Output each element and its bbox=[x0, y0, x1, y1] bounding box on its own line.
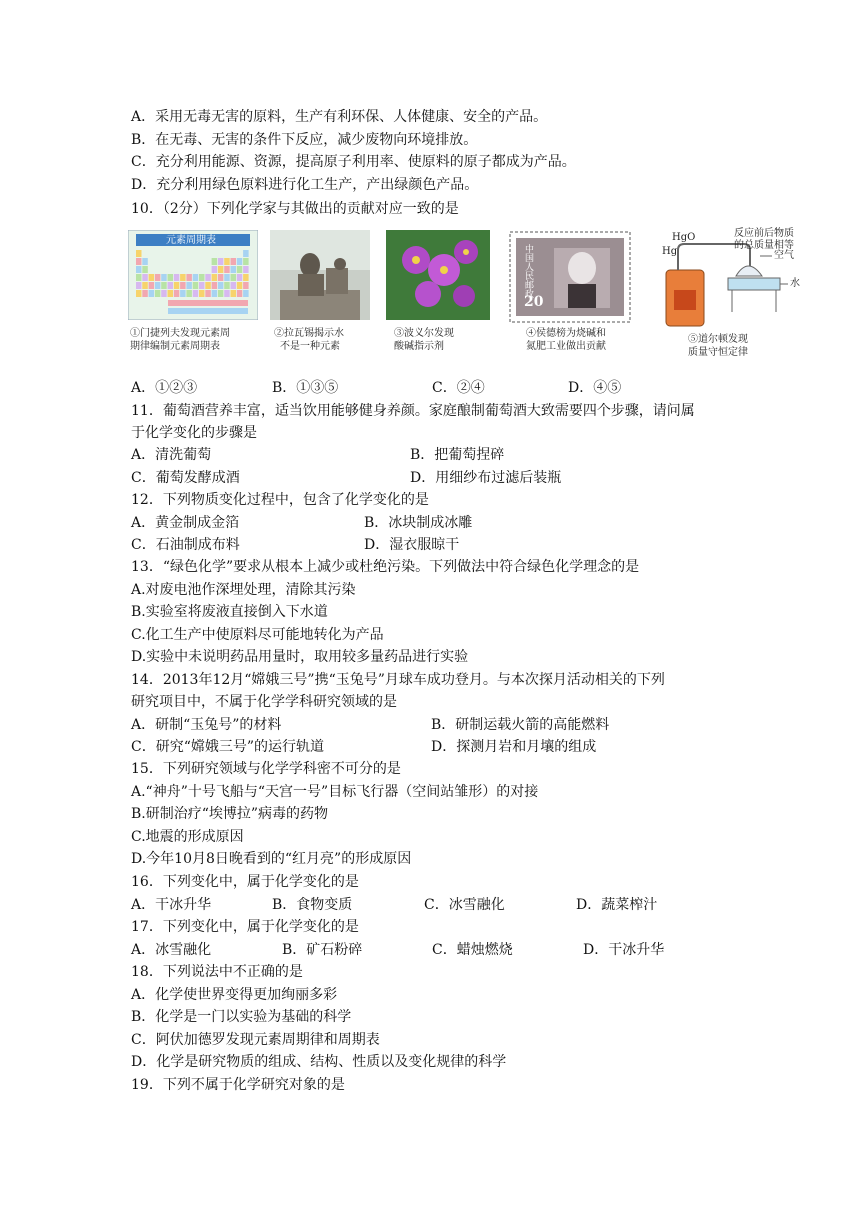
lavoisier-statue-icon bbox=[270, 230, 370, 320]
periodic-table-cell bbox=[243, 258, 249, 265]
periodic-table-cell bbox=[237, 258, 243, 265]
periodic-table-cell bbox=[231, 290, 237, 297]
periodic-table-cell bbox=[155, 274, 161, 281]
periodic-table-cell bbox=[243, 282, 249, 289]
q10-figure-strip bbox=[128, 228, 800, 360]
q10-caption-2-line1: ②拉瓦锡揭示水 bbox=[274, 328, 344, 339]
periodic-table-cell bbox=[212, 258, 218, 265]
q18-option-a: A．化学使世界变得更加绚丽多彩 bbox=[131, 987, 338, 1003]
periodic-table-cell bbox=[155, 290, 161, 297]
q18-option-b: B．化学是一门以实验为基础的科学 bbox=[131, 1009, 352, 1025]
q16-stem: 16．下列变化中，属于化学变化的是 bbox=[131, 874, 359, 890]
label-hg: Hg bbox=[662, 246, 678, 257]
periodic-table-cell bbox=[205, 282, 211, 289]
periodic-table-cell bbox=[180, 290, 186, 297]
q17-option-c: C．蜡烛燃烧 bbox=[432, 942, 513, 958]
q14-stem-line1: 14．2013年12月“嫦娥三号”携“玉兔号”月球车成功登月。与本次探月活动相关的下列 bbox=[131, 672, 665, 688]
periodic-table-cell bbox=[174, 290, 180, 297]
periodic-table-cell bbox=[205, 290, 211, 297]
q12-option-d: D．湿衣服晾干 bbox=[364, 537, 460, 553]
periodic-table-cell bbox=[224, 258, 230, 265]
periodic-table-cell bbox=[237, 274, 243, 281]
periodic-table-cell bbox=[212, 282, 218, 289]
periodic-table-cell bbox=[199, 282, 205, 289]
periodic-table-cell bbox=[243, 250, 249, 257]
purple-flowers-icon bbox=[386, 230, 490, 320]
q14-option-d: D．探测月岩和月壤的组成 bbox=[431, 739, 597, 755]
q9-option-c: C．充分利用能源、资源，提高原子利用率、使原料的原子都成为产品。 bbox=[131, 154, 576, 170]
periodic-table-cell bbox=[136, 274, 142, 281]
label-air: 空气 bbox=[774, 250, 794, 261]
periodic-table-cell bbox=[218, 290, 224, 297]
periodic-table-cell bbox=[142, 290, 148, 297]
periodic-table-cell bbox=[231, 258, 237, 265]
periodic-table-cell bbox=[168, 282, 174, 289]
q10-caption-1-line2: 期律编制元素周期表 bbox=[130, 341, 220, 352]
periodic-table-cell bbox=[174, 282, 180, 289]
q15-option-d: D.今年10月8日晚看到的“红月亮”的形成原因 bbox=[131, 851, 412, 867]
periodic-table-cell bbox=[186, 282, 192, 289]
q10-stem: 10．（2分）下列化学家与其做出的贡献对应一致的是 bbox=[131, 201, 459, 217]
periodic-table-cell bbox=[136, 250, 142, 257]
periodic-table-cell bbox=[243, 290, 249, 297]
periodic-table-cell bbox=[193, 290, 199, 297]
periodic-table-cell bbox=[168, 274, 174, 281]
q11-option-d: D．用细纱布过滤后装瓶 bbox=[410, 470, 562, 486]
label-water: 水 bbox=[790, 278, 800, 289]
periodic-table-cell bbox=[193, 274, 199, 281]
q14-stem-line2: 研究项目中，不属于化学学科研究领域的是 bbox=[131, 694, 397, 710]
q10-figure-1 bbox=[128, 230, 258, 352]
periodic-table-cell bbox=[243, 274, 249, 281]
q13-option-c: C.化工生产中使原料尽可能地转化为产品 bbox=[131, 627, 384, 643]
periodic-table-cell bbox=[205, 274, 211, 281]
q10-caption-4-line2: 氮肥工业做出贡献 bbox=[526, 341, 606, 352]
q17-option-b: B．矿石粉碎 bbox=[282, 942, 363, 958]
periodic-table-cell bbox=[218, 258, 224, 265]
q14-option-b: B．研制运载火箭的高能燃料 bbox=[431, 717, 610, 733]
q11-stem-line2: 于化学变化的步骤是 bbox=[131, 425, 257, 441]
periodic-table-cell bbox=[231, 274, 237, 281]
periodic-table-cell bbox=[136, 258, 142, 265]
periodic-table-cell bbox=[142, 266, 148, 273]
periodic-table-cell bbox=[212, 274, 218, 281]
q10-figure-4 bbox=[508, 230, 632, 352]
periodic-table-cell bbox=[142, 282, 148, 289]
q10-caption-3-line2: 酸碱指示剂 bbox=[394, 341, 444, 352]
q15-option-c: C.地震的形成原因 bbox=[131, 829, 244, 845]
periodic-table-cell bbox=[193, 282, 199, 289]
periodic-table-cell bbox=[155, 282, 161, 289]
periodic-table-cell bbox=[237, 290, 243, 297]
q19-stem: 19．下列不属于化学研究对象的是 bbox=[131, 1077, 345, 1093]
periodic-table-cell bbox=[142, 274, 148, 281]
periodic-table-cell bbox=[186, 290, 192, 297]
periodic-table-title: 元素周期表 bbox=[166, 235, 216, 246]
periodic-table-cell bbox=[199, 274, 205, 281]
q10-figure-2 bbox=[270, 230, 370, 352]
periodic-table-cell bbox=[161, 274, 167, 281]
q10-caption-5-line2: 质量守恒定律 bbox=[688, 347, 748, 358]
q16-option-d: D．蔬菜榨汁 bbox=[576, 897, 658, 913]
q11-option-a: A．清洗葡萄 bbox=[131, 447, 212, 463]
periodic-table-cell bbox=[224, 274, 230, 281]
q14-option-a: A．研制“玉兔号”的材料 bbox=[131, 717, 282, 733]
periodic-table-cell bbox=[186, 274, 192, 281]
periodic-table-cell bbox=[243, 266, 249, 273]
periodic-table-cell bbox=[149, 282, 155, 289]
periodic-table-cell bbox=[218, 266, 224, 273]
q10-figure-3 bbox=[386, 230, 490, 352]
periodic-table-cell bbox=[180, 274, 186, 281]
periodic-table-cell bbox=[199, 290, 205, 297]
q10-option-c: C．②④ bbox=[432, 380, 485, 396]
label-hgo: HgO bbox=[672, 232, 696, 243]
q12-option-a: A．黄金制成金箔 bbox=[131, 515, 240, 531]
q17-option-d: D．干冰升华 bbox=[583, 942, 665, 958]
periodic-table-cell bbox=[136, 290, 142, 297]
periodic-table-cell bbox=[224, 282, 230, 289]
q16-option-b: B．食物变质 bbox=[272, 897, 353, 913]
q10-caption-5-line1: ⑤道尔顿发现 bbox=[688, 334, 748, 345]
periodic-table-cell bbox=[224, 266, 230, 273]
q9-option-d: D．充分利用绿色原料进行化工生产，产出绿颜色产品。 bbox=[131, 177, 479, 193]
q10-option-a: A．①②③ bbox=[131, 380, 198, 396]
q16-option-a: A．干冰升华 bbox=[131, 897, 212, 913]
periodic-table-cell bbox=[174, 274, 180, 281]
q12-option-b: B．冰块制成冰雕 bbox=[364, 515, 473, 531]
stamp-value: 20 bbox=[524, 294, 544, 310]
periodic-table-cell bbox=[212, 266, 218, 273]
periodic-table-cell bbox=[136, 282, 142, 289]
periodic-table-cell bbox=[224, 290, 230, 297]
periodic-table-cell bbox=[231, 282, 237, 289]
periodic-table-cell bbox=[161, 282, 167, 289]
q9-option-b: B．在无毒、无害的条件下反应，减少废物向环境排放。 bbox=[131, 132, 478, 148]
periodic-table-cell bbox=[218, 274, 224, 281]
periodic-table-cell bbox=[136, 266, 142, 273]
q11-option-b: B．把葡萄捏碎 bbox=[410, 447, 505, 463]
q10-caption-4-line1: ④侯德榜为烧碱和 bbox=[526, 328, 606, 339]
periodic-table-cell bbox=[237, 266, 243, 273]
q13-option-a: A.对废电池作深埋处理，清除其污染 bbox=[131, 582, 356, 598]
q17-option-a: A．冰雪融化 bbox=[131, 942, 212, 958]
q18-stem: 18．下列说法中不正确的是 bbox=[131, 964, 303, 980]
q13-stem: 13．“绿色化学”要求从根本上减少或杜绝污染。下列做法中符合绿色化学理念的是 bbox=[131, 559, 640, 575]
q14-option-c: C．研究“嫦娥三号”的运行轨道 bbox=[131, 739, 325, 755]
q15-option-a: A.“神舟”十号飞船与“天宫一号”目标飞行器（空间站雏形）的对接 bbox=[131, 784, 539, 800]
q10-option-d: D．④⑤ bbox=[568, 380, 622, 396]
periodic-table-cell bbox=[149, 290, 155, 297]
q12-option-c: C．石油制成布料 bbox=[131, 537, 240, 553]
q18-option-d: D．化学是研究物质的组成、结构、性质以及变化规律的科学 bbox=[131, 1054, 507, 1070]
q10-option-b: B．①③⑤ bbox=[272, 380, 339, 396]
q13-option-b: B.实验室将废液直接倒入下水道 bbox=[131, 604, 328, 620]
q18-option-c: C．阿伏加德罗发现元素周期律和周期表 bbox=[131, 1032, 380, 1048]
q17-stem: 17．下列变化中，属于化学变化的是 bbox=[131, 919, 359, 935]
q11-stem-line1: 11．葡萄酒营养丰富，适当饮用能够健身养颜。家庭酿制葡萄酒大致需要四个步骤，请问属 bbox=[131, 403, 695, 419]
label-mass-line1: 反应前后物质 bbox=[734, 228, 794, 239]
q15-option-b: B.研制治疗“埃博拉”病毒的药物 bbox=[131, 806, 329, 822]
periodic-table-cell bbox=[149, 274, 155, 281]
periodic-table-cell bbox=[161, 290, 167, 297]
periodic-table-cell bbox=[142, 258, 148, 265]
periodic-table-cell bbox=[231, 266, 237, 273]
q13-option-d: D.实验中未说明药品用量时，取用较多量药品进行实验 bbox=[131, 649, 469, 665]
q9-option-a: A．采用无毒无害的原料，生产有利环保、人体健康、安全的产品。 bbox=[131, 109, 548, 125]
q11-option-c: C．葡萄发酵成酒 bbox=[131, 470, 240, 486]
q10-caption-1-line1: ①门捷列夫发现元素周 bbox=[130, 328, 230, 339]
periodic-table-cell bbox=[212, 290, 218, 297]
q16-option-c: C．冰雪融化 bbox=[424, 897, 505, 913]
stamp-country-text: 中国人民邮政 bbox=[523, 244, 533, 298]
q12-stem: 12．下列物质变化过程中，包含了化学变化的是 bbox=[131, 492, 429, 508]
q15-stem: 15．下列研究领域与化学学科密不可分的是 bbox=[131, 761, 401, 777]
periodic-table-cell bbox=[218, 282, 224, 289]
periodic-table-cell bbox=[237, 282, 243, 289]
periodic-table-cell bbox=[180, 282, 186, 289]
q10-caption-3-line1: ③波义尔发现 bbox=[394, 328, 454, 339]
q10-figure-5 bbox=[648, 228, 808, 358]
label-mass-line2: 的总质量相等 bbox=[734, 240, 794, 251]
periodic-table-cell bbox=[168, 290, 174, 297]
q10-caption-2-line2: 不是一种元素 bbox=[280, 341, 340, 352]
